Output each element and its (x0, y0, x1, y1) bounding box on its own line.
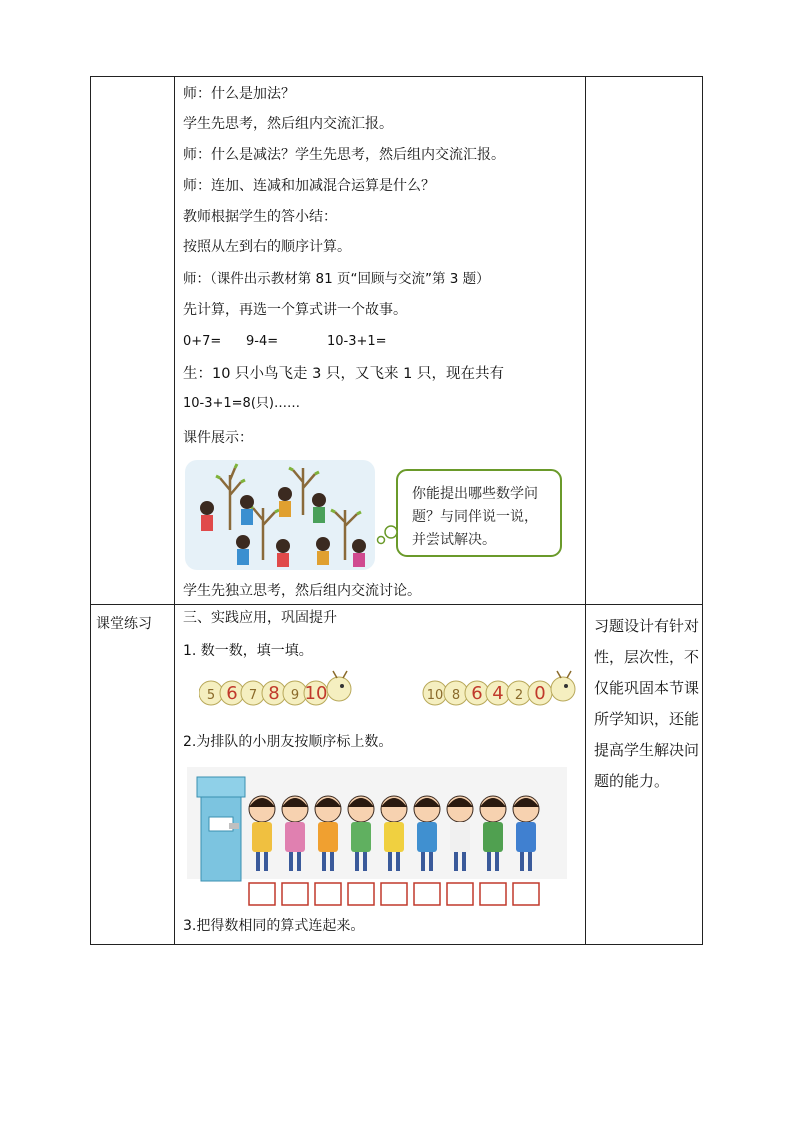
child-body (252, 822, 272, 852)
caterpillar-number: 6 (471, 683, 483, 704)
discussion-line: 学生先独立思考，然后组内交流讨论。 (183, 583, 421, 599)
caterpillar-head (551, 677, 575, 701)
answer-box[interactable] (480, 883, 506, 905)
bubble-dot-large (385, 526, 397, 538)
caterpillar-number: 8 (451, 688, 461, 703)
water-dispenser (197, 777, 245, 881)
answer-box[interactable] (348, 883, 374, 905)
answer-box[interactable] (282, 883, 308, 905)
answer-boxes (249, 883, 539, 905)
text-line-6: 按照从左到右的顺序计算。 (183, 239, 351, 255)
child-body (450, 822, 470, 852)
caterpillars (199, 669, 579, 717)
text-line-2: 学生先思考，然后组内交流汇报。 (183, 116, 393, 132)
child-body (483, 822, 503, 852)
queue-illustration (187, 767, 567, 907)
courseware-label: 课件展示： (183, 430, 253, 446)
caterpillar-number: 5 (206, 688, 216, 703)
text-line-1: 师：什么是加法？ (183, 86, 295, 102)
caterpillar-number: 7 (248, 688, 258, 703)
caterpillar-number: 4 (492, 683, 504, 704)
question-3: 3.把得数相同的算式连起来。 (183, 918, 365, 934)
column-divider-2 (585, 77, 586, 944)
text-line-4: 师：连加、连减和加减混合运算是什么？ (183, 178, 435, 194)
child-body (318, 822, 338, 852)
answer-box[interactable] (513, 883, 539, 905)
courseware-scene (185, 460, 565, 572)
caterpillar-number: 0 (534, 683, 546, 704)
caterpillar-eye (564, 684, 568, 688)
bubble-line-3: 并尝试解决。 (412, 532, 496, 548)
caterpillar-number: 9 (290, 688, 300, 703)
text-line-3: 师：什么是减法？学生先思考，然后组内交流汇报。 (183, 147, 505, 163)
child-body (417, 822, 437, 852)
text-line-8: 先计算，再选一个算式讲一个故事。 (183, 302, 407, 318)
question-2: 2.为排队的小朋友按顺序标上数。 (183, 734, 393, 750)
design-note: 习题设计有针对性，层次性，不仅能巩固本节课所学知识，还能提高学生解决问题的能力。 (594, 617, 700, 790)
caterpillar-number: 10 (304, 683, 328, 704)
lesson-table (90, 76, 703, 945)
column-divider-1 (174, 77, 175, 944)
answer-box[interactable] (447, 883, 473, 905)
caterpillar-number: 6 (226, 683, 238, 704)
child-body (516, 822, 536, 852)
bubble-dot-small (378, 537, 385, 544)
child-body (384, 822, 404, 852)
caterpillar-eye (340, 684, 344, 688)
practice-section-title: 三、实践应用，巩固提升 (183, 610, 337, 626)
answer-box[interactable] (315, 883, 341, 905)
equation-3: 10-3+1= (327, 334, 387, 349)
child-body (351, 822, 371, 852)
practice-row-label: 课堂练习 (96, 616, 152, 632)
row-divider (91, 604, 702, 605)
caterpillar-number: 2 (514, 688, 524, 703)
caterpillar-left (199, 671, 351, 705)
text-line-7: 师：（课件出示教材第 81 页“回顾与交流”第 3 题） (183, 271, 490, 287)
student-answer-line-2: 10-3+1=8(只)…… (183, 396, 300, 411)
bubble-line-1: 你能提出哪些数学问 (412, 486, 538, 502)
child-body (285, 822, 305, 852)
equation-2: 9-4= (246, 334, 279, 349)
text-line-5: 教师根据学生的答小结： (183, 209, 337, 225)
answer-box[interactable] (381, 883, 407, 905)
bubble-line-2: 题？与同伴说一说， (412, 509, 538, 525)
caterpillar-right (423, 671, 575, 705)
answer-box[interactable] (249, 883, 275, 905)
student-answer-line-1: 生：10 只小鸟飞走 3 只，又飞来 1 只，现在共有 (183, 366, 504, 382)
answer-box[interactable] (414, 883, 440, 905)
caterpillar-number: 8 (268, 683, 280, 704)
question-1: 1. 数一数，填一填。 (183, 643, 313, 659)
equation-1: 0+7= (183, 334, 222, 349)
caterpillar-number: 10 (426, 688, 444, 703)
caterpillar-head (327, 677, 351, 701)
